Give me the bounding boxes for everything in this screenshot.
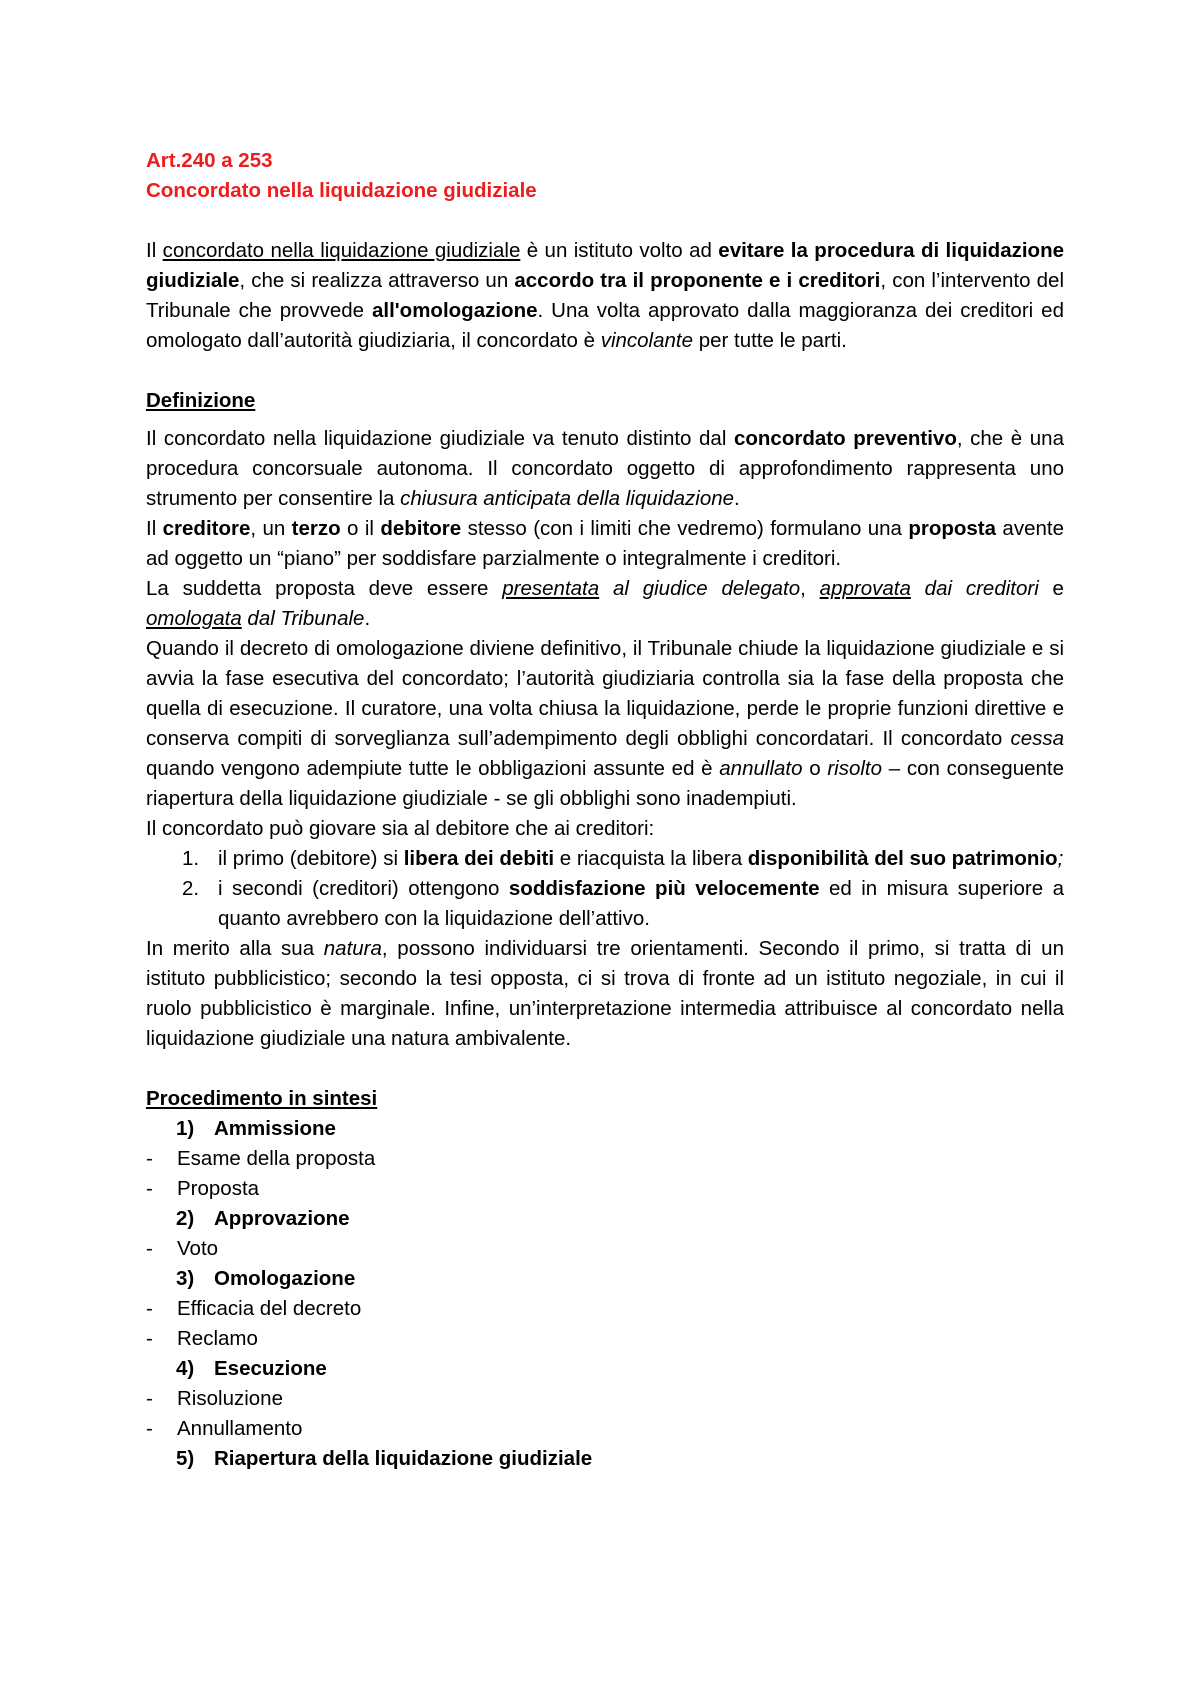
italic-run: natura	[323, 937, 382, 960]
text-run: e	[1038, 577, 1064, 600]
intro-underlined-term: concordato nella liquidazione giudiziale	[162, 239, 521, 262]
dash-marker: -	[146, 1417, 153, 1440]
italic-underlined-run: presentata	[502, 577, 600, 600]
subitem-label: Esame della proposta	[177, 1147, 376, 1170]
procedure-subitem	[146, 1414, 1064, 1444]
list-marker: 2.	[182, 877, 200, 900]
procedure-step	[146, 1114, 1064, 1144]
text-run: .	[364, 607, 371, 630]
step-label: Ammissione	[214, 1117, 336, 1140]
text-run: stesso (con i limiti che vedremo) formulano una	[461, 517, 909, 540]
intro-italic-text: vincolante	[600, 329, 693, 352]
text-run: , possono individuarsi tre orientamenti. Secondo il primo, si tratta di un istituto pubblicistico; secondo la tesi opposta, ci si trova di fronte ad un istituto negoziale, in cui il ruolo pubblicistico è marginale. Infine, un’interpretazione intermedia attribuisce al concordato nella liquidazione giudiziale una natura ambivalente.	[146, 937, 1064, 1050]
text-run: il primo (debitore) si	[218, 847, 404, 870]
dash-marker: -	[146, 1387, 153, 1410]
step-marker: 1)	[176, 1117, 195, 1140]
procedure-subitem	[146, 1174, 1064, 1204]
text-run: Quando il decreto di omologazione diviene definitivo, il Tribunale chiude la liquidazione giudiziale e si avvia la fase esecutiva del concordato; l’autorità giudiziaria controlla sia la fase della proposta che quella di esecuzione. Il curatore, una volta chiusa la liquidazione, perde le proprie funzioni direttive e conserva compiti di sorveglianza sull’adempimento degli obblighi concordatari. Il concordato	[146, 637, 1064, 750]
dash-marker: -	[146, 1297, 153, 1320]
italic-run: chiusura anticipata della liquidazione	[400, 487, 735, 510]
list-marker: 1.	[182, 847, 200, 870]
spacer	[146, 1054, 1064, 1084]
procedure-subitem	[146, 1384, 1064, 1414]
step-marker: 3)	[176, 1267, 195, 1290]
spacer	[146, 416, 1064, 424]
subitem-label: Annullamento	[177, 1417, 303, 1440]
definizione-paragraph-6	[146, 934, 1064, 1054]
step-label: Approvazione	[214, 1207, 350, 1230]
text-run: ed in misura superiore a quanto avrebbero con la liquidazione dell’attivo.	[218, 877, 1064, 930]
text-run: , un	[250, 517, 292, 540]
dash-marker: -	[146, 1177, 153, 1200]
text-run: In merito alla sua	[146, 937, 324, 960]
section-heading-procedimento: Procedimento in sintesi	[146, 1087, 378, 1110]
italic-underlined-run: omologata	[146, 607, 242, 630]
bold-run: disponibilità del suo patrimonio	[747, 847, 1058, 870]
procedure-subitem	[146, 1144, 1064, 1174]
article-reference: Art.240 a 253	[146, 149, 273, 172]
italic-run: cessa	[1010, 727, 1064, 750]
subitem-label: Reclamo	[177, 1327, 258, 1350]
list-item	[146, 874, 1064, 934]
italic-run: dal Tribunale	[241, 607, 365, 630]
intro-bold-text: accordo tra il proponente e i creditori	[514, 269, 881, 292]
intro-paragraph	[146, 236, 1064, 356]
intro-bold-text: all'omologazione	[372, 299, 538, 322]
text-run: Il	[146, 517, 163, 540]
step-marker: 5)	[176, 1447, 195, 1470]
step-label: Riapertura della liquidazione giudiziale	[214, 1447, 593, 1470]
intro-text: per tutte le parti.	[693, 329, 847, 352]
italic-run: risolto	[827, 757, 883, 780]
italic-run: dai creditori	[910, 577, 1039, 600]
definizione-paragraph-4	[146, 634, 1064, 814]
document-page	[146, 146, 1064, 1474]
procedure-step	[146, 1354, 1064, 1384]
bold-run: concordato preventivo	[733, 427, 957, 450]
step-label: Esecuzione	[214, 1357, 327, 1380]
step-label: Omologazione	[214, 1267, 356, 1290]
intro-text: , che si realizza attraverso un	[239, 269, 515, 292]
text-run: La suddetta proposta deve essere	[146, 577, 503, 600]
text-run: ,	[800, 577, 820, 600]
procedure-step	[146, 1204, 1064, 1234]
italic-run: annullato	[719, 757, 803, 780]
subitem-label: Risoluzione	[177, 1387, 283, 1410]
step-marker: 2)	[176, 1207, 195, 1230]
text-run: , che è una procedura concorsuale autonoma. Il concordato oggetto di approfondimento rappresenta uno strumento per consentire la	[146, 427, 1064, 510]
bold-run: proposta	[908, 517, 997, 540]
text-run: .	[734, 487, 740, 510]
bold-run: libera dei debiti	[403, 847, 555, 870]
dash-marker: -	[146, 1237, 153, 1260]
intro-bold-text: evitare la procedura di liquidazione giudiziale	[146, 239, 1064, 292]
bold-run: terzo	[291, 517, 341, 540]
definizione-paragraph-2	[146, 514, 1064, 574]
text-run: o il	[340, 517, 381, 540]
dash-marker: -	[146, 1147, 153, 1170]
dash-marker: -	[146, 1327, 153, 1350]
step-marker: 4)	[176, 1357, 195, 1380]
subitem-label: Proposta	[177, 1177, 260, 1200]
italic-run: ;	[1057, 847, 1064, 870]
procedure-subitem	[146, 1234, 1064, 1264]
benefits-list	[146, 844, 1064, 934]
list-item	[146, 844, 1064, 874]
definizione-paragraph-1	[146, 424, 1064, 514]
text-run: Il concordato nella liquidazione giudiziale va tenuto distinto dal	[146, 427, 734, 450]
bold-run: soddisfazione più velocemente	[508, 877, 820, 900]
intro-text: è un istituto volto ad	[520, 239, 719, 262]
bold-run: creditore	[162, 517, 251, 540]
text-run: – con conseguente riapertura della liquidazione giudiziale - se gli obblighi sono inadempiuti.	[146, 757, 1064, 810]
bold-run: debitore	[380, 517, 462, 540]
document-title: Concordato nella liquidazione giudiziale	[146, 179, 537, 202]
text-run: i secondi (creditori) ottengono	[218, 877, 509, 900]
text-run: avente ad oggetto un “piano” per soddisfare parzialmente o integralmente i creditori.	[146, 517, 1064, 570]
text-run: e riacquista la libera	[554, 847, 748, 870]
procedure-subitem	[146, 1324, 1064, 1354]
italic-underlined-run: approvata	[819, 577, 911, 600]
italic-run: al giudice delegato	[599, 577, 801, 600]
definizione-paragraph-5: Il concordato può giovare sia al debitore che ai creditori:	[146, 817, 655, 840]
spacer	[146, 206, 1064, 236]
subitem-label: Voto	[177, 1237, 219, 1260]
procedure-step	[146, 1444, 1064, 1474]
procedure-subitem	[146, 1294, 1064, 1324]
definizione-paragraph-3	[146, 574, 1064, 634]
intro-text: Il	[146, 239, 163, 262]
intro-text: . Una volta approvato dalla maggioranza dei creditori ed omologato dall’autorità giudiziaria, il concordato è	[146, 299, 1064, 352]
procedure-step	[146, 1264, 1064, 1294]
spacer	[146, 356, 1064, 386]
text-run: o	[802, 757, 828, 780]
text-run: quando vengono adempiute tutte le obbligazioni assunte ed è	[146, 757, 720, 780]
intro-text: , con l’intervento del Tribunale che provvede	[146, 269, 1064, 322]
section-heading-definizione: Definizione	[146, 389, 256, 412]
subitem-label: Efficacia del decreto	[177, 1297, 362, 1320]
